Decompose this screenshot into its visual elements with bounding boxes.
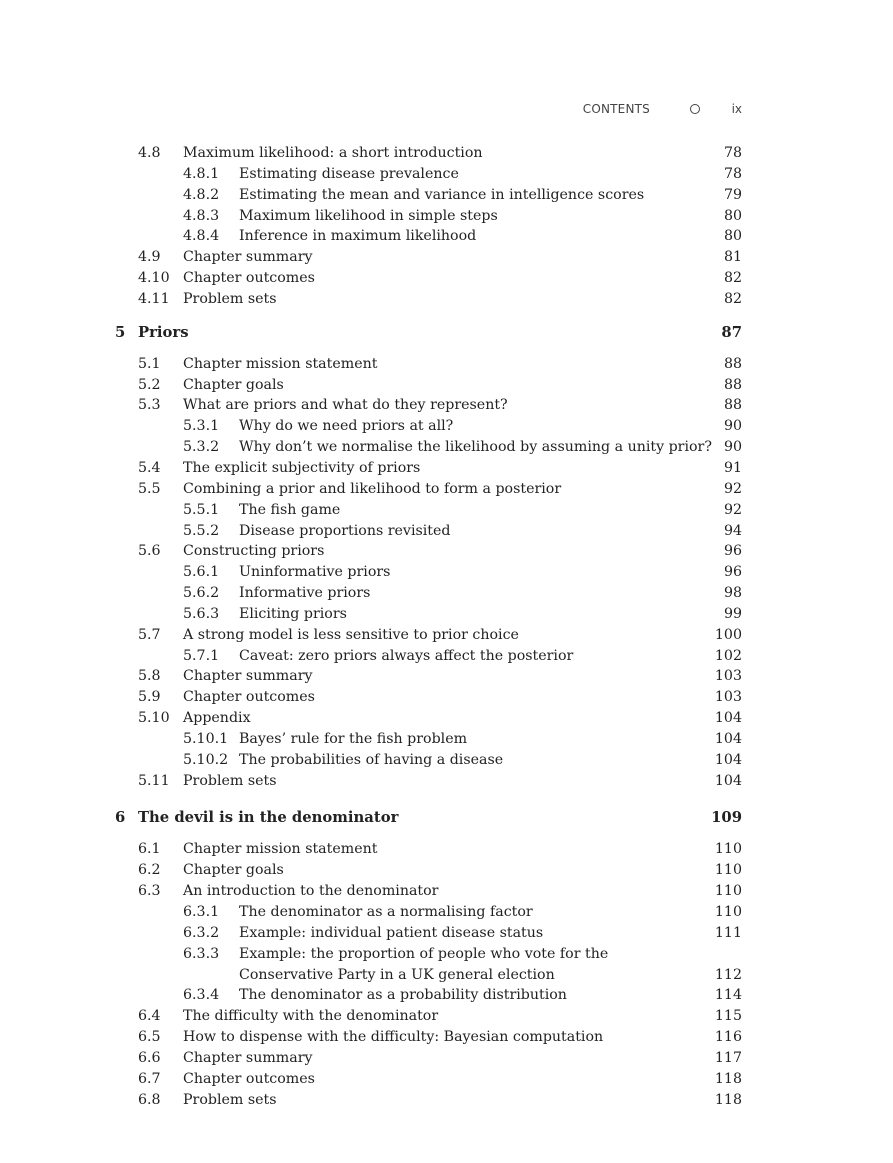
- toc-entry-title: Eliciting priors: [239, 605, 347, 622]
- toc-entry-title: Chapter summary: [183, 1049, 313, 1066]
- toc-entry[interactable]: [0, 750, 893, 771]
- toc-entry[interactable]: [0, 206, 893, 227]
- toc-entry-page: 118: [714, 1091, 742, 1108]
- toc-entry-number: 6.3: [138, 883, 161, 900]
- toc-entry[interactable]: [0, 923, 893, 944]
- toc-entry-number: 5.6.3: [183, 605, 220, 622]
- toc-entry[interactable]: [0, 185, 893, 206]
- toc-entry[interactable]: [0, 226, 893, 247]
- toc-entry-title: Chapter summary: [183, 668, 313, 685]
- toc-entry-number: 4.10: [138, 270, 170, 287]
- toc-entry[interactable]: [0, 687, 893, 708]
- toc-entry-title: Constructing priors: [183, 543, 325, 560]
- toc-entry-number: 6.1: [138, 841, 161, 858]
- toc-entry[interactable]: [0, 268, 893, 289]
- toc-entry-title: Inference in maximum likelihood: [239, 228, 477, 245]
- toc-entry-title: Appendix: [183, 710, 251, 727]
- toc-entry[interactable]: [0, 143, 893, 164]
- toc-entry-title: Maximum likelihood in simple steps: [239, 207, 498, 224]
- toc-entry-number: 5.3.2: [183, 439, 220, 456]
- toc-entry-number: 5.6: [138, 543, 161, 560]
- toc-entry-title: Problem sets: [183, 290, 277, 307]
- toc-entry[interactable]: [0, 583, 893, 604]
- toc-entry-page: 104: [714, 751, 742, 768]
- toc-entry[interactable]: [0, 521, 893, 542]
- toc-entry[interactable]: [0, 1027, 893, 1048]
- toc-entry-title: A strong model is less sensitive to prior choice: [183, 626, 519, 643]
- toc-entry-title: Informative priors: [239, 585, 371, 602]
- toc-entry-title: The denominator as a probability distribution: [239, 987, 567, 1004]
- toc-entry-title: Priors: [138, 323, 189, 341]
- toc-entry-number: 5.6.2: [183, 585, 220, 602]
- toc-entry-number: 5.7.1: [183, 647, 220, 664]
- toc-entry-number: 4.11: [138, 290, 170, 307]
- toc-entry-page: 96: [723, 564, 742, 581]
- circle-ornament-icon: [690, 104, 700, 114]
- toc-entry-title: Problem sets: [183, 1091, 277, 1108]
- toc-entry-title: Estimating the mean and variance in intelligence scores: [239, 186, 645, 203]
- toc-entry-number: 6.6: [138, 1049, 161, 1066]
- toc-entry-page: 109: [711, 809, 742, 827]
- toc-entry-page: 92: [723, 480, 742, 497]
- toc-entry[interactable]: [0, 881, 893, 902]
- toc-entry-title: Chapter summary: [183, 249, 313, 266]
- toc-entry-title: Conservative Party in a UK general election: [239, 966, 555, 983]
- toc-entry-page: 100: [714, 626, 742, 643]
- toc-entry-page: 96: [723, 543, 742, 560]
- toc-entry-page: 87: [721, 323, 742, 341]
- toc-entry-title: The explicit subjectivity of priors: [183, 459, 421, 476]
- toc-entry-title: Estimating disease prevalence: [239, 165, 459, 182]
- toc-entry[interactable]: [0, 289, 893, 310]
- toc-entry-number: 6: [115, 809, 126, 827]
- toc-entry-page: 110: [714, 904, 742, 920]
- toc-entry-title: Chapter mission statement: [183, 841, 378, 858]
- toc-entry-page: 88: [723, 376, 742, 393]
- toc-entry[interactable]: [0, 458, 893, 479]
- toc-entry-title: The difficulty with the denominator: [183, 1008, 439, 1025]
- toc-entry-page: 112: [714, 966, 742, 983]
- toc-entry[interactable]: [0, 646, 893, 667]
- toc-entry-number: 6.7: [138, 1070, 161, 1087]
- toc-entry-page: 82: [723, 290, 742, 307]
- toc-entry-page: 88: [723, 355, 742, 372]
- toc-entry-title: Maximum likelihood: a short introduction: [183, 145, 483, 161]
- toc-entry-title: The fish game: [239, 501, 341, 518]
- toc-entry-title: Chapter goals: [183, 862, 284, 879]
- toc-entry-page: 110: [714, 883, 742, 900]
- toc-entry-number: 5.5.1: [183, 501, 220, 518]
- toc-entry-number: 4.8.2: [183, 186, 220, 203]
- toc-entry-page: 78: [723, 165, 742, 182]
- toc-entry[interactable]: [0, 1048, 893, 1069]
- toc-entry-number: 4.8: [138, 145, 161, 161]
- toc-entry-number: 6.5: [138, 1029, 161, 1046]
- toc-entry-page: 88: [723, 397, 742, 414]
- toc-entry-number: 4.8.4: [183, 228, 220, 245]
- toc-entry[interactable]: [0, 1069, 893, 1090]
- toc-entry-page: 115: [714, 1008, 742, 1025]
- toc-entry-number: 5.10.2: [183, 751, 229, 768]
- toc-entry-title: Combining a prior and likelihood to form a posterior: [183, 480, 562, 497]
- toc-entry-title: Example: individual patient disease status: [239, 924, 544, 941]
- toc-entry-number: 5.5: [138, 480, 161, 497]
- toc-entry[interactable]: [0, 416, 893, 437]
- toc-entry-page: 104: [714, 772, 742, 789]
- toc-entry-page: 81: [723, 249, 742, 266]
- toc-entry[interactable]: [0, 500, 893, 521]
- toc-entry-number: 5.8: [138, 668, 161, 685]
- toc-entry[interactable]: [0, 562, 893, 583]
- toc-entry-page: 98: [723, 585, 742, 602]
- toc-entry-page: 78: [723, 145, 742, 161]
- toc-entry-page: 94: [723, 522, 742, 539]
- toc-entry-number: 5: [115, 323, 126, 341]
- toc-entry-number: 6.3.3: [183, 945, 220, 962]
- toc-entry-page: 80: [723, 207, 742, 224]
- table-of-contents: [0, 143, 893, 1110]
- toc-entry-number: 5.1: [138, 355, 161, 372]
- toc-entry-page: 102: [714, 647, 742, 664]
- toc-entry-number: 6.3.2: [183, 924, 220, 941]
- toc-entry-title: Chapter outcomes: [183, 1070, 315, 1087]
- toc-entry[interactable]: [0, 860, 893, 881]
- toc-entry[interactable]: [0, 375, 893, 396]
- toc-entry-number: 5.2: [138, 376, 161, 393]
- toc-entry-number: 5.11: [138, 772, 170, 789]
- toc-entry-number: 4.8.1: [183, 165, 220, 182]
- toc-entry-page: 110: [714, 862, 742, 879]
- toc-entry-page: 91: [723, 459, 742, 476]
- toc-entry-number: 6.3.4: [183, 987, 220, 1004]
- toc-entry-number: 6.3.1: [183, 904, 220, 920]
- toc-entry-number: 4.9: [138, 249, 161, 266]
- toc-entry-number: 4.8.3: [183, 207, 220, 224]
- toc-entry-title: The denominator as a normalising factor: [239, 904, 533, 920]
- toc-entry-page: 80: [723, 228, 742, 245]
- toc-entry-title: What are priors and what do they represent?: [183, 397, 508, 414]
- toc-entry-number: 5.5.2: [183, 522, 220, 539]
- toc-entry-page: 114: [714, 987, 742, 1004]
- toc-entry-page: 103: [714, 689, 742, 706]
- toc-entry[interactable]: [0, 771, 893, 792]
- toc-entry-number: 5.3: [138, 397, 161, 414]
- toc-entry-page: 82: [723, 270, 742, 287]
- toc-entry-page: 79: [723, 186, 742, 203]
- toc-entry-title: How to dispense with the difficulty: Bayesian computation: [183, 1029, 604, 1046]
- toc-entry-title: Caveat: zero priors always affect the posterior: [239, 647, 574, 664]
- toc-entry[interactable]: [0, 354, 893, 375]
- toc-entry-page: 90: [723, 418, 742, 435]
- toc-entry-page: 116: [714, 1029, 742, 1046]
- toc-entry[interactable]: [0, 839, 893, 860]
- toc-entry-number: 6.8: [138, 1091, 161, 1108]
- toc-chapter-entry[interactable]: [0, 808, 893, 828]
- toc-entry[interactable]: [0, 1090, 893, 1111]
- toc-entry[interactable]: [0, 479, 893, 500]
- toc-entry-page: 104: [714, 710, 742, 727]
- toc-entry-title: Chapter mission statement: [183, 355, 378, 372]
- toc-entry-title: Chapter outcomes: [183, 270, 315, 287]
- toc-entry-title: Why don’t we normalise the likelihood by assuming a unity prior?: [239, 439, 712, 456]
- toc-entry-number: 5.9: [138, 689, 161, 706]
- toc-entry-page: 118: [714, 1070, 742, 1087]
- toc-entry-page: 90: [723, 439, 742, 456]
- toc-entry-number: 5.3.1: [183, 418, 220, 435]
- toc-entry-title: Chapter goals: [183, 376, 284, 393]
- toc-entry-number: 6.2: [138, 862, 161, 879]
- toc-entry-title: Example: the proportion of people who vote for the: [239, 945, 609, 962]
- toc-entry-title: The probabilities of having a disease: [239, 751, 504, 768]
- toc-entry[interactable]: [0, 625, 893, 646]
- toc-entry[interactable]: [0, 985, 893, 1006]
- toc-entry-page: 104: [714, 730, 742, 747]
- toc-entry[interactable]: [0, 164, 893, 185]
- toc-entry[interactable]: [0, 1006, 893, 1027]
- toc-entry-number: 5.4: [138, 459, 161, 476]
- toc-entry[interactable]: [0, 395, 893, 416]
- toc-entry-title: Problem sets: [183, 772, 277, 789]
- toc-entry-continuation[interactable]: [0, 965, 893, 986]
- toc-entry-title: Chapter outcomes: [183, 689, 315, 706]
- toc-entry-title: Bayes’ rule for the fish problem: [239, 730, 468, 747]
- toc-entry-title: Uninformative priors: [239, 564, 391, 581]
- toc-entry-number: 5.10: [138, 710, 170, 727]
- toc-entry-page: 99: [723, 605, 742, 622]
- toc-entry-page: 92: [723, 501, 742, 518]
- toc-entry-number: 5.6.1: [183, 564, 220, 581]
- toc-entry[interactable]: [0, 944, 893, 965]
- toc-entry-number: 5.10.1: [183, 730, 229, 747]
- toc-chapter-entry[interactable]: [0, 323, 893, 343]
- toc-entry[interactable]: [0, 437, 893, 458]
- toc-entry[interactable]: [0, 247, 893, 268]
- running-header-label: CONTENTS: [582, 102, 650, 116]
- toc-entry-title: An introduction to the denominator: [183, 883, 439, 900]
- toc-entry[interactable]: [0, 902, 893, 923]
- toc-entry-page: 117: [714, 1049, 742, 1066]
- toc-entry-number: 5.7: [138, 626, 161, 643]
- toc-entry[interactable]: [0, 604, 893, 625]
- page-number: ix: [731, 102, 742, 116]
- toc-entry-title: Why do we need priors at all?: [239, 418, 454, 435]
- toc-entry[interactable]: [0, 708, 893, 729]
- toc-entry-page: 111: [714, 924, 742, 941]
- toc-entry-page: 110: [714, 841, 742, 858]
- toc-entry-page: 103: [714, 668, 742, 685]
- toc-entry[interactable]: [0, 729, 893, 750]
- running-header: [0, 100, 893, 120]
- toc-entry-title: Disease proportions revisited: [239, 522, 451, 539]
- toc-entry-number: 6.4: [138, 1008, 161, 1025]
- toc-entry[interactable]: [0, 666, 893, 687]
- toc-entry-title: The devil is in the denominator: [138, 809, 399, 827]
- toc-entry[interactable]: [0, 541, 893, 562]
